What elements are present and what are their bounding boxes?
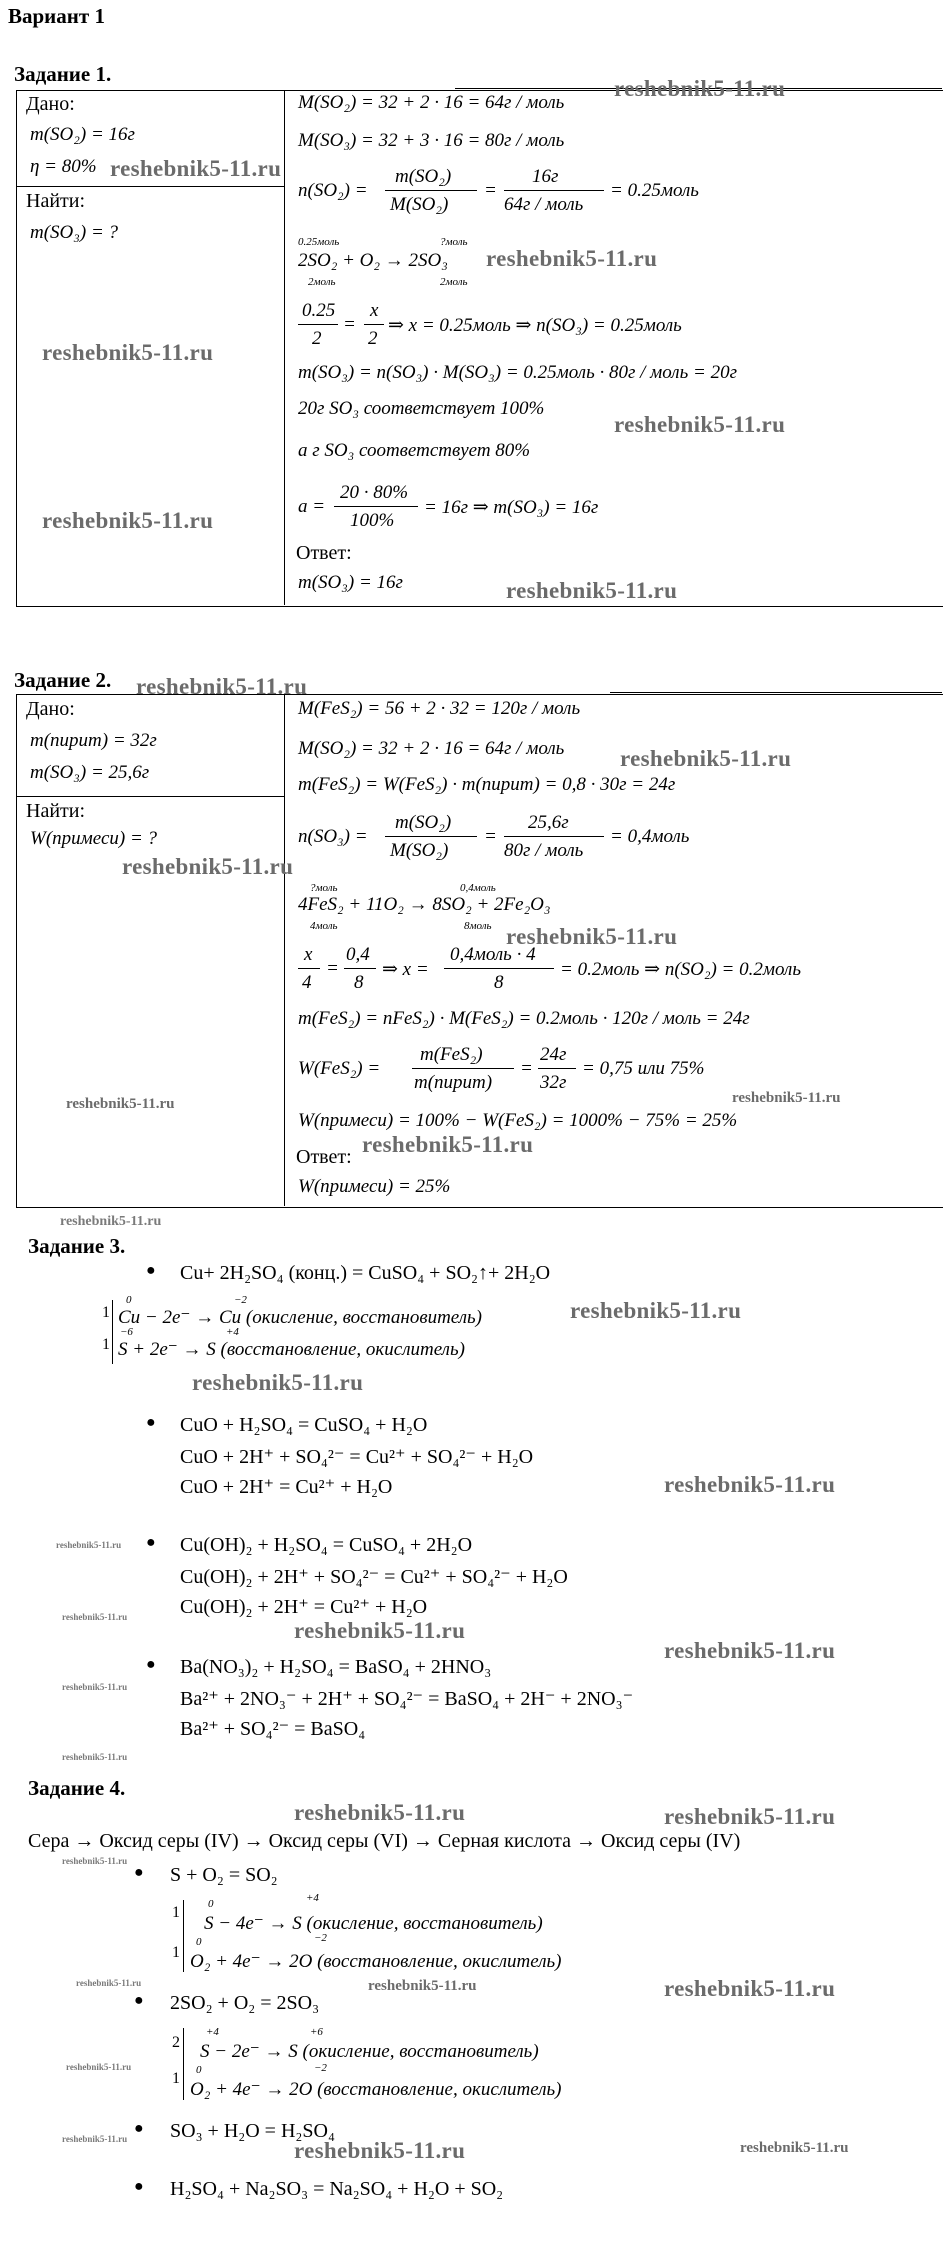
t3-line: Ba(NO₃)₂ + H₂SO₄ = BaSO₄ + 2HNO₃ xyxy=(180,1656,492,1678)
t4-line: H₂SO₄ + Na₂SO₃ = Na₂SO₄ + H₂O + SO₂ xyxy=(170,2178,504,2200)
t2-frac-den: 80г / моль xyxy=(504,840,584,861)
t4-ox: 0 xyxy=(208,1898,214,1910)
task3-heading: Задание 3. xyxy=(28,1234,126,1258)
watermark: reshebnik5-11.ru xyxy=(56,1540,122,1550)
t1-frac-bar xyxy=(334,506,418,507)
watermark: reshebnik5-11.ru xyxy=(614,412,786,437)
bullet: ● xyxy=(146,1262,156,1279)
t4-ox: +4 xyxy=(306,1892,319,1904)
t2-frac-den: 8 xyxy=(354,972,364,993)
watermark: reshebnik5-11.ru xyxy=(66,2062,132,2072)
t1-line: M(SO₃) = 32 + 3 · 16 = 80г / моль xyxy=(298,130,565,151)
watermark: reshebnik5-11.ru xyxy=(362,1132,534,1157)
t2-frac-bar xyxy=(385,836,477,837)
t4-half: S − 2e⁻ → S (окисление, восстановитель) xyxy=(200,2041,539,2062)
watermark: reshebnik5-11.ru xyxy=(76,1978,142,1988)
t3-coef: 1 xyxy=(102,1336,110,1353)
t4-ox: +6 xyxy=(310,2026,323,2038)
watermark: reshebnik5-11.ru xyxy=(506,924,678,949)
t1-frac-den: 100% xyxy=(350,510,395,531)
t1-under: 2моль xyxy=(308,276,336,288)
t3-line: Cu(OH)₂ + H₂SO₄ = CuSO₄ + 2H₂O xyxy=(180,1534,473,1556)
t2-frac-num: x xyxy=(304,944,313,965)
bullet: ● xyxy=(134,2120,144,2137)
t2-frac-bar xyxy=(504,836,604,837)
t1-line: ⇒ x = 0.25моль ⇒ n(SO₃) = 0.25моль xyxy=(388,315,682,336)
watermark: reshebnik5-11.ru xyxy=(664,1804,836,1829)
t1-frac-bar xyxy=(504,190,604,191)
watermark: reshebnik5-11.ru xyxy=(664,1472,836,1497)
t4-line: 2SO₂ + O₂ = 2SO₃ xyxy=(170,1992,320,2014)
t1-answer: m(SO₃) = 16г xyxy=(298,572,403,593)
task2-given-1: m(SO₃) = 25,6г xyxy=(30,762,150,783)
t4-half: O₂ + 4e⁻ → 2O (восстановление, окислитель) xyxy=(190,2079,562,2100)
t2-frac-bar xyxy=(538,1068,576,1069)
t3-half: S + 2e⁻ → S (восстановление, окислитель) xyxy=(118,1339,465,1360)
t2-frac-den: 4 xyxy=(302,972,312,993)
t2-frac-num: m(SO₂) xyxy=(395,812,452,833)
t4-ox: 0 xyxy=(196,2064,202,2076)
t4-balance-bar xyxy=(183,2028,184,2100)
t1-frac-den: M(SO₂) xyxy=(390,194,449,215)
t2-frac-bar xyxy=(344,968,376,969)
t3-ox: +4 xyxy=(226,1326,239,1338)
t3-line: Ba²⁺ + 2NO₃⁻ + 2H⁺ + SO₄²⁻ = BaSO₄ + 2H⁻ + 2NO₃⁻ xyxy=(180,1688,634,1710)
t1-under: 2моль xyxy=(440,276,468,288)
t2-frac-den: M(SO₂) xyxy=(390,840,449,861)
t1-over: 0.25моль xyxy=(298,236,340,248)
task2-find-label: Найти: xyxy=(26,800,86,822)
watermark: reshebnik5-11.ru xyxy=(62,1856,128,1866)
t1-line: m(SO₃) = n(SO₃) · M(SO₃) = 0.25моль · 80г / моль = 20г xyxy=(298,362,737,383)
t3-ox: 0 xyxy=(126,1294,132,1306)
bullet: ● xyxy=(146,1414,156,1431)
task2-divider xyxy=(284,694,285,1206)
t2-under: 8моль xyxy=(464,920,492,932)
watermark: reshebnik5-11.ru xyxy=(570,1298,742,1323)
watermark: reshebnik5-11.ru xyxy=(664,1976,836,2001)
watermark: reshebnik5-11.ru xyxy=(66,1096,175,1112)
t1-line: = 16г ⇒ m(SO₃) = 16г xyxy=(424,497,599,518)
t3-half: Cu − 2e⁻ → Cu (окисление, восстановитель) xyxy=(118,1307,483,1328)
watermark: reshebnik5-11.ru xyxy=(614,76,786,101)
t4-half: S − 4e⁻ → S (окисление, восстановитель) xyxy=(204,1913,543,1934)
t2-eq: = xyxy=(326,958,339,979)
task1-find: m(SO₃) = ? xyxy=(30,222,119,243)
task1-given-0: m(SO₂) = 16г xyxy=(30,124,135,145)
t1-reaction: 2SO₂ + O₂ → 2SO₃ xyxy=(298,250,448,271)
watermark: reshebnik5-11.ru xyxy=(110,156,282,181)
t1-frac-bar xyxy=(364,324,384,325)
watermark: reshebnik5-11.ru xyxy=(42,508,214,533)
t1-line: a г SO₃ соответствует 80% xyxy=(298,440,531,461)
task2-given-divider xyxy=(16,796,284,797)
t2-eq: = xyxy=(520,1058,533,1079)
t2-line: W(примеси) = 100% − W(FeS₂) = 1000% − 75% = 25% xyxy=(298,1110,738,1131)
t4-ox: −2 xyxy=(314,2062,327,2074)
t3-balance-bar xyxy=(112,1300,113,1364)
t1-frac-den: 64г / моль xyxy=(504,194,584,215)
t1-frac-num: 20 · 80% xyxy=(340,482,409,503)
t1-line: 20г SO₃ соответствует 100% xyxy=(298,398,545,419)
watermark: reshebnik5-11.ru xyxy=(294,1800,466,1825)
bullet: ● xyxy=(146,1656,156,1673)
watermark: reshebnik5-11.ru xyxy=(294,2138,466,2163)
task2-given-0: m(пирит) = 32г xyxy=(30,730,157,751)
t3-line: CuO + 2H⁺ = Cu²⁺ + H₂O xyxy=(180,1476,393,1498)
t1-over: ?моль xyxy=(440,236,468,248)
t2-line: n(SO₃) = xyxy=(298,826,368,847)
t1-frac-num: m(SO₂) xyxy=(395,166,452,187)
t3-coef: 1 xyxy=(102,1304,110,1321)
t3-line: Cu(OH)₂ + 2H⁺ = Cu²⁺ + H₂O xyxy=(180,1596,428,1618)
watermark: reshebnik5-11.ru xyxy=(60,1214,162,1229)
t2-line: = 0,4моль xyxy=(610,826,690,847)
t3-line: Ba²⁺ + SO₄²⁻ = BaSO₄ xyxy=(180,1718,366,1740)
t2-frac-num: 0,4моль · 4 xyxy=(450,944,536,965)
t2-line: m(FeS₂) = W(FeS₂) · m(пирит) = 0,8 · 30г = 24г xyxy=(298,774,676,795)
t2-line: m(FeS₂) = nFeS₂) · M(FeS₂) = 0.2моль · 120г / моль = 24г xyxy=(298,1008,750,1029)
t2-line: M(SO₂) = 32 + 2 · 16 = 64г / моль xyxy=(298,738,565,759)
t1-frac-num: 16г xyxy=(532,166,559,187)
watermark: reshebnik5-11.ru xyxy=(486,246,658,271)
t2-under: 4моль xyxy=(310,920,338,932)
t4-chain: Сера → Оксид серы (IV) → Оксид серы (VI) → Серная кислота → Оксид серы (IV) xyxy=(28,1830,741,1852)
t2-frac-bar xyxy=(444,968,554,969)
watermark: reshebnik5-11.ru xyxy=(368,1978,477,1994)
t2-frac-num: m(FeS₂) xyxy=(420,1044,483,1065)
t2-frac-den: 8 xyxy=(494,972,504,993)
t3-ox: −2 xyxy=(234,1294,247,1306)
t2-frac-bar xyxy=(412,1068,514,1069)
task1-given-label: Дано: xyxy=(26,93,75,115)
watermark: reshebnik5-11.ru xyxy=(62,1612,128,1622)
t2-frac-den: m(пирит) xyxy=(414,1072,493,1093)
t1-frac-num: 0.25 xyxy=(302,300,336,321)
watermark: reshebnik5-11.ru xyxy=(122,854,294,879)
bullet: ● xyxy=(134,1992,144,2009)
watermark: reshebnik5-11.ru xyxy=(42,340,214,365)
task2-given-label: Дано: xyxy=(26,698,75,720)
t3-line: Cu+ 2H₂SO₄ (конц.) = CuSO₄ + SO₂↑+ 2H₂O xyxy=(180,1262,551,1284)
t2-frac-bar xyxy=(298,968,320,969)
t2-reaction: 4FeS₂ + 11O₂ → 8SO₂ + 2Fe₂O₃ xyxy=(298,894,551,915)
watermark: reshebnik5-11.ru xyxy=(506,578,678,603)
t2-line: = 0.2моль ⇒ n(SO₂) = 0.2моль xyxy=(560,959,801,980)
t2-over: 0,4моль xyxy=(460,882,496,894)
bullet: ● xyxy=(134,1864,144,1881)
t1-frac-bar xyxy=(385,190,477,191)
task2-heading: Задание 2. xyxy=(14,668,112,692)
bullet: ● xyxy=(146,1534,156,1551)
t2-answer: W(примеси) = 25% xyxy=(298,1176,451,1197)
t3-line: CuO + 2H⁺ + SO₄²⁻ = Cu²⁺ + SO₄²⁻ + H₂O xyxy=(180,1446,534,1468)
task2-top-rule xyxy=(610,692,942,693)
t1-frac-den: 2 xyxy=(312,328,322,349)
watermark: reshebnik5-11.ru xyxy=(294,1618,466,1643)
task2-find: W(примеси) = ? xyxy=(30,828,158,849)
t4-ox: 0 xyxy=(196,1936,202,1948)
watermark: reshebnik5-11.ru xyxy=(62,1752,128,1762)
watermark: reshebnik5-11.ru xyxy=(62,2134,128,2144)
t2-line: M(FeS₂) = 56 + 2 · 32 = 120г / моль xyxy=(298,698,581,719)
t1-line: M(SO₂) = 32 + 2 · 16 = 64г / моль xyxy=(298,92,565,113)
t1-line: a = xyxy=(298,496,326,517)
t1-line: n(SO₂) = xyxy=(298,180,368,201)
t2-eq: = xyxy=(484,826,497,847)
t1-frac-bar xyxy=(298,324,338,325)
t1-answer-label: Ответ: xyxy=(296,542,352,564)
t4-line: S + O₂ = SO₂ xyxy=(170,1864,278,1886)
watermark: reshebnik5-11.ru xyxy=(620,746,792,771)
t2-frac-num: 0,4 xyxy=(346,944,370,965)
watermark: reshebnik5-11.ru xyxy=(192,1370,364,1395)
t2-frac-num: 24г xyxy=(540,1044,567,1065)
t4-line: SO₃ + H₂O = H₂SO₄ xyxy=(170,2120,335,2142)
t2-answer-label: Ответ: xyxy=(296,1146,352,1168)
task1-heading: Задание 1. xyxy=(14,62,112,86)
t2-line: W(FeS₂) = xyxy=(298,1058,381,1079)
t4-half: O₂ + 4e⁻ → 2O (восстановление, окислитель) xyxy=(190,1951,562,1972)
bullet: ● xyxy=(134,2178,144,2195)
t2-line: = 0,75 или 75% xyxy=(582,1058,705,1079)
t4-balance-bar xyxy=(183,1900,184,1972)
t2-frac-den: 32г xyxy=(540,1072,567,1093)
task4-heading: Задание 4. xyxy=(28,1776,126,1800)
t1-eq: = xyxy=(484,180,497,201)
t1-eq: = xyxy=(343,314,356,335)
t4-ox: −2 xyxy=(314,1932,327,1944)
t1-line: = 0.25моль xyxy=(610,180,699,201)
t4-coef: 1 xyxy=(172,1944,180,1961)
t3-ox: −6 xyxy=(120,1326,133,1338)
watermark: reshebnik5-11.ru xyxy=(732,1090,841,1106)
t3-line: CuO + H₂SO₄ = CuSO₄ + H₂O xyxy=(180,1414,428,1436)
watermark: reshebnik5-11.ru xyxy=(664,1638,836,1663)
t2-frac-num: 25,6г xyxy=(528,812,569,833)
watermark: reshebnik5-11.ru xyxy=(136,674,308,699)
t4-coef: 1 xyxy=(172,2070,180,2087)
task1-given-1: η = 80% xyxy=(30,156,97,177)
t1-frac-den: 2 xyxy=(368,328,378,349)
task1-divider xyxy=(284,90,285,605)
task1-find-label: Найти: xyxy=(26,190,86,212)
t4-ox: +4 xyxy=(206,2026,219,2038)
t2-eq: ⇒ x = xyxy=(382,959,429,980)
t1-frac-num: x xyxy=(370,300,379,321)
t2-over: ?моль xyxy=(310,882,338,894)
task1-given-divider xyxy=(16,186,284,187)
page-title: Вариант 1 xyxy=(8,4,105,28)
t3-line: Cu(OH)₂ + 2H⁺ + SO₄²⁻ = Cu²⁺ + SO₄²⁻ + H₂O xyxy=(180,1566,568,1588)
watermark: reshebnik5-11.ru xyxy=(740,2140,849,2156)
t4-coef: 1 xyxy=(172,1904,180,1921)
watermark: reshebnik5-11.ru xyxy=(62,1682,128,1692)
t4-coef: 2 xyxy=(172,2034,180,2051)
